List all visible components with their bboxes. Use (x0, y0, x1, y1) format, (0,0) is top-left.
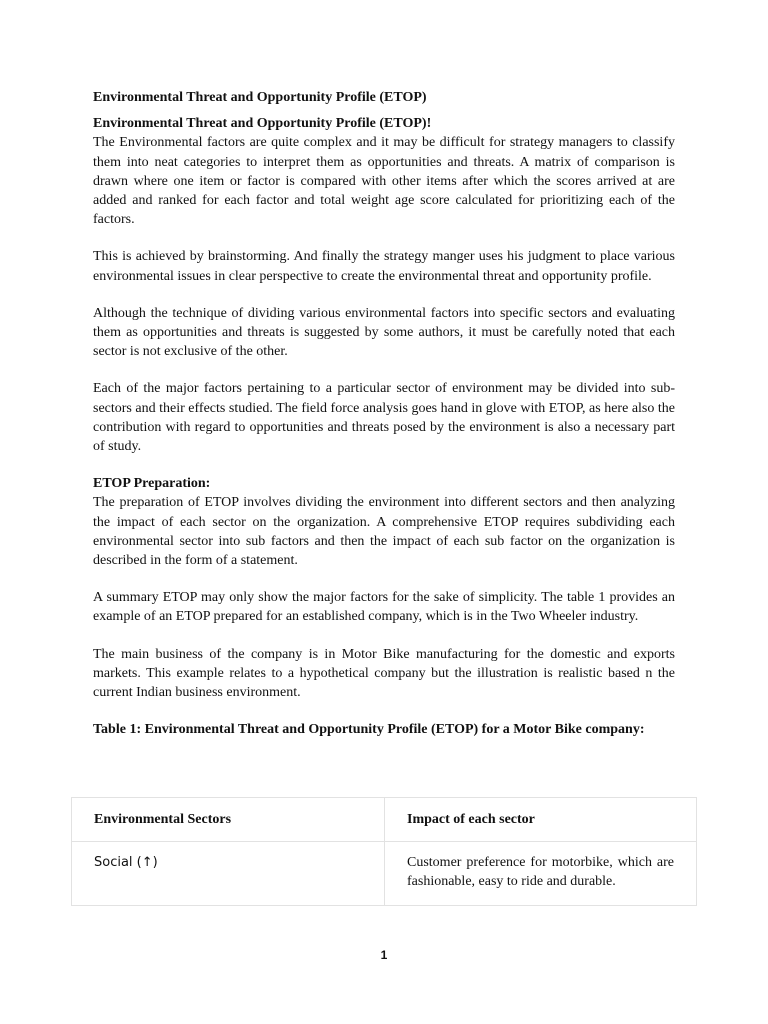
paragraph-4: Each of the major factors pertaining to a particular sector of environment may be divided into sub-sectors and their effects studied. The field force analysis goes hand in glove with ETOP, as here also the contribution with regard to opportunities and threats posed by the environment is also a necessary part of study. (93, 381, 675, 455)
cell-sector-social: Social (↑) (72, 842, 385, 906)
etop-paragraph-1: The preparation of ETOP involves dividing the environment into different sectors and then analyzing the impact of each sector on the organization. A comprehensive ETOP requires subdividing each environmental sector into sub factors and then the impact of each sub factor on the organization is described in the form of a statement. (93, 495, 675, 569)
etop-preparation-heading: ETOP Preparation: (93, 476, 211, 492)
header-environmental-sectors: Environmental Sectors (72, 798, 385, 842)
etop-table (71, 797, 697, 906)
etop-paragraph-3: The main business of the company is in Motor Bike manufacturing for the domestic and exports markets. This example relates to a hypothetical company but the illustration is realistic based n the current Indian business environment. (93, 646, 675, 701)
table-header-row (72, 798, 697, 842)
table-row (72, 842, 697, 906)
header-impact-of-each-sector: Impact of each sector (385, 798, 697, 842)
document-body (93, 88, 675, 739)
table-caption: Table 1: Environmental Threat and Opportunity Profile (ETOP) for a Motor Bike company: (93, 722, 645, 738)
page-number: 1 (380, 948, 388, 962)
paragraph-3: Although the technique of dividing various environmental factors into specific sectors and evaluating them as opportunities and threats is suggested by some authors, it must be carefully noted that each sector is not exclusive of the other. (93, 305, 675, 360)
document-subheading: Environmental Threat and Opportunity Profile (ETOP)! (93, 116, 432, 132)
cell-impact-social: Customer preference for motorbike, which are fashionable, easy to ride and durable. (385, 842, 697, 906)
paragraph-2: This is achieved by brainstorming. And finally the strategy manger uses his judgment to place various environmental issues in clear perspective to create the environmental threat and opportunity profile. (93, 249, 675, 284)
document-heading: Environmental Threat and Opportunity Profile (ETOP) (93, 90, 427, 105)
paragraph-1: The Environmental factors are quite complex and it may be difficult for strategy managers to classify them into neat categories to interpret them as opportunities and threats. A matrix of comparison is drawn where one item or factor is compared with other items after which the scores arrived at are added and ranked for each factor and total weight age score calculated for prioritizing each of the factors. (93, 135, 675, 228)
etop-paragraph-2: A summary ETOP may only show the major factors for the sake of simplicity. The table 1 provides an example of an ETOP prepared for an established company, which is in the Two Wheeler industry. (93, 590, 675, 625)
